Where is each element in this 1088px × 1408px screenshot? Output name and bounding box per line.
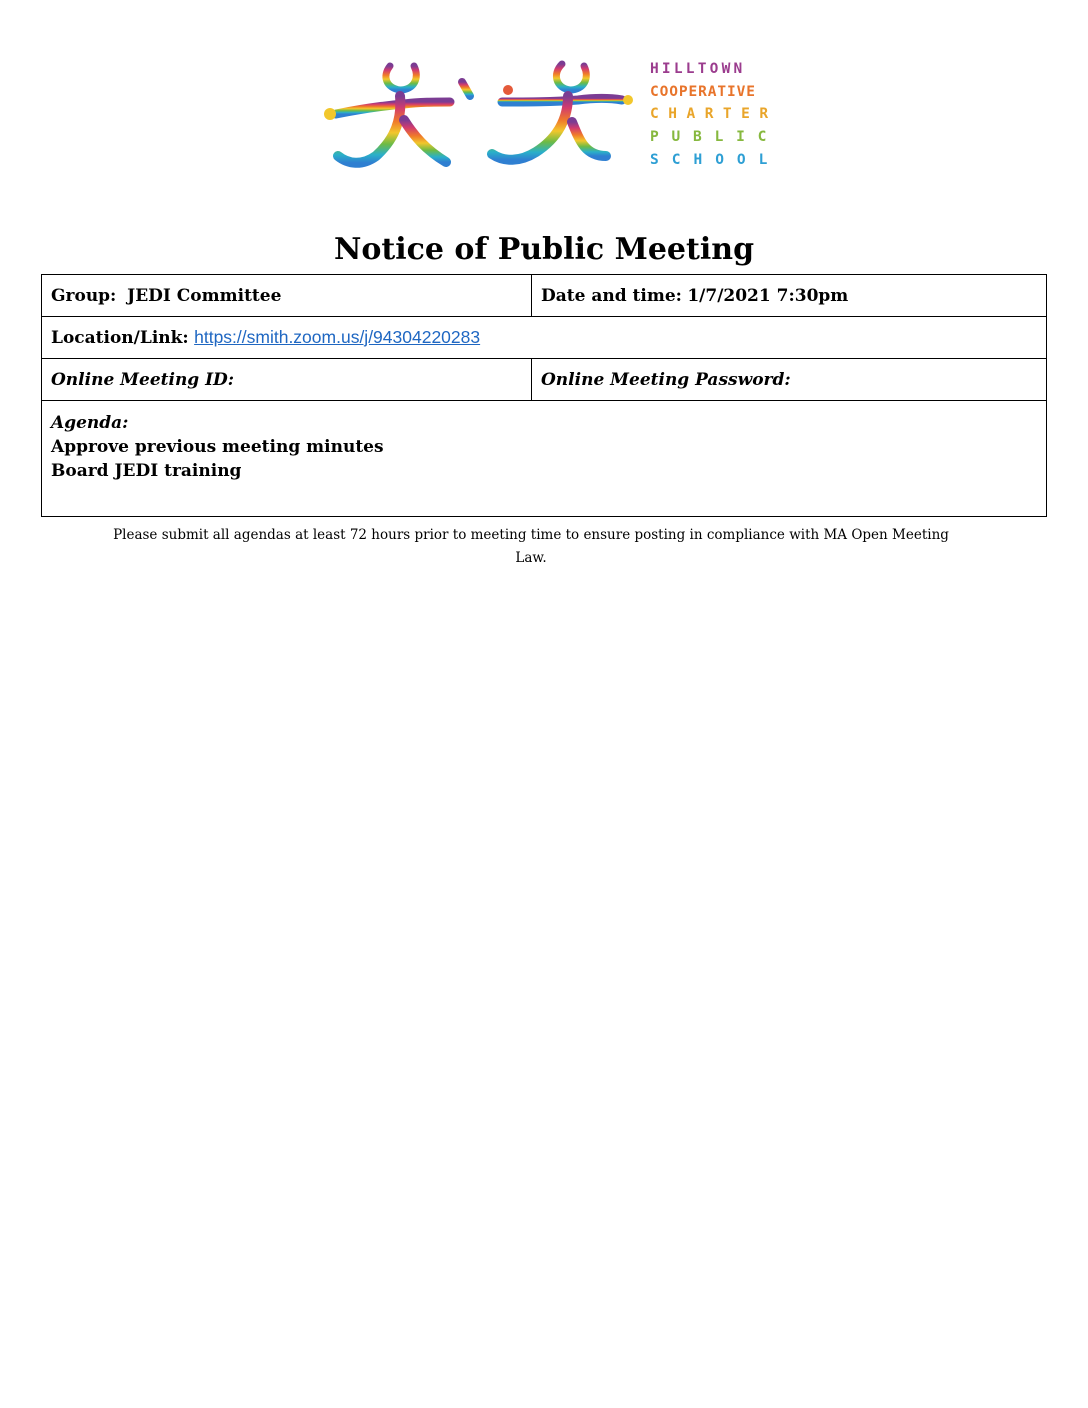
logo-line-cooperative: COOPERATIVE <box>650 83 756 100</box>
password-label: Online Meeting Password: <box>541 369 791 390</box>
table-row <box>42 275 1047 317</box>
location-cell <box>42 317 1047 359</box>
meeting-id-cell <box>42 359 532 401</box>
group-value: JEDI Committee <box>127 285 282 306</box>
page-title: Notice of Public Meeting <box>333 232 755 267</box>
zoom-meeting-link[interactable]: https://smith.zoom.us/j/94304220283 <box>194 327 481 347</box>
logo-line-charter: CHARTER <box>650 106 778 123</box>
agenda-label: Agenda: <box>51 413 129 433</box>
table-row <box>42 401 1047 517</box>
location-label: Location/Link: <box>51 328 189 348</box>
datetime-cell <box>532 275 1047 317</box>
logo-line-hilltown: HILLTOWN <box>650 61 746 77</box>
logo-line-public: PUBLIC <box>650 129 780 146</box>
meeting-id-label: Online Meeting ID: <box>51 369 235 390</box>
agenda-cell <box>42 401 1047 517</box>
datetime-value: 1/7/2021 7:30pm <box>687 285 849 306</box>
agenda-item: Approve previous meeting minutes <box>51 437 384 457</box>
submission-notice: Please submit all agendas at least 72 hours prior to meeting time to ensure posting in compliance with MA Open Meeting Law. <box>113 527 949 566</box>
agenda-item: Board JEDI training <box>51 461 242 481</box>
logo-line-school: SCHOOL <box>650 151 781 168</box>
datetime-label: Date and time: <box>541 285 682 306</box>
meeting-details-table <box>41 274 1047 517</box>
logo-wordmark <box>650 58 790 172</box>
group-label: Group: <box>51 285 117 306</box>
password-cell <box>532 359 1047 401</box>
table-row <box>42 317 1047 359</box>
logo-figures-icon <box>322 52 637 182</box>
table-row <box>42 359 1047 401</box>
group-cell <box>42 275 532 317</box>
school-logo <box>322 52 792 182</box>
